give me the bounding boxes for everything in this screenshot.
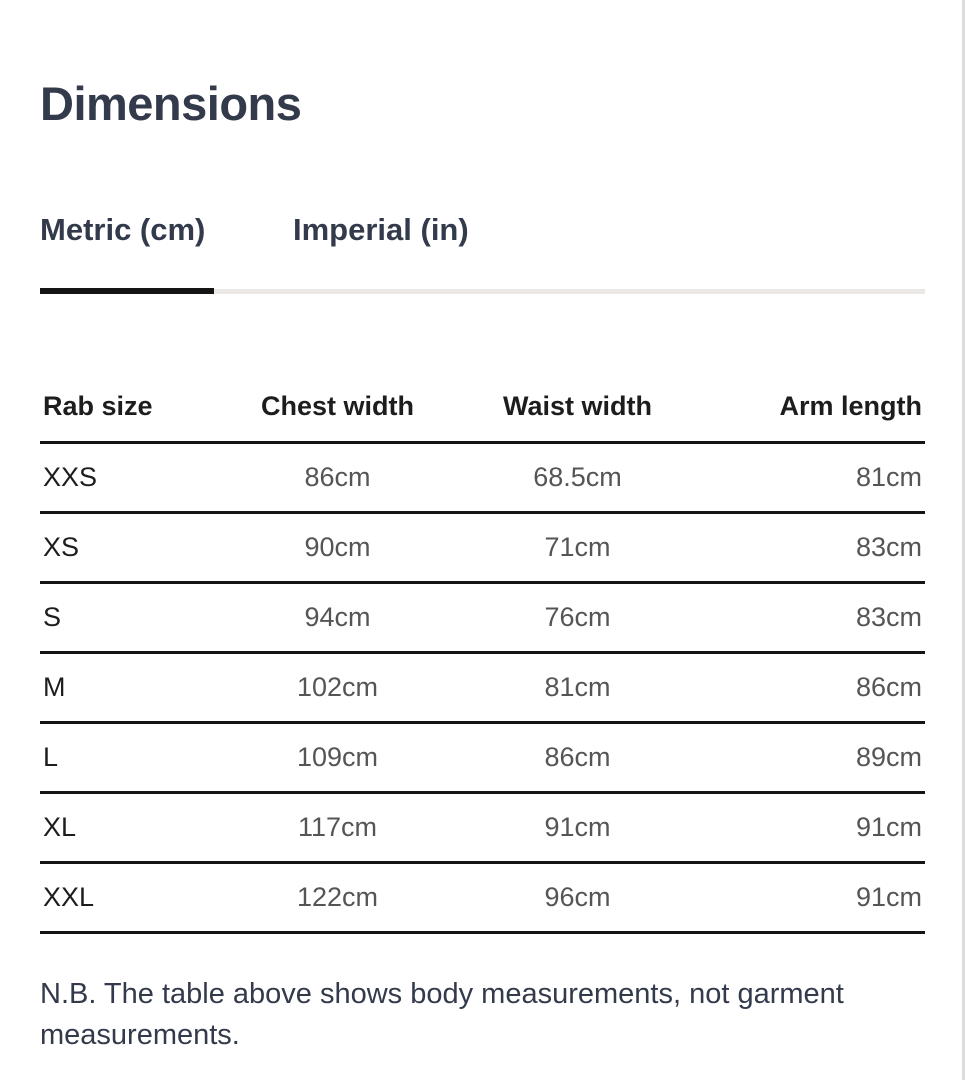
cell-size: XXL <box>40 863 220 933</box>
cell-chest-width: 122cm <box>220 863 455 933</box>
cell-waist-width: 68.5cm <box>455 443 700 513</box>
cell-chest-width: 109cm <box>220 723 455 793</box>
cell-waist-width: 96cm <box>455 863 700 933</box>
measurement-footnote: N.B. The table above shows body measurements, not garment measurements. <box>40 978 844 1051</box>
table-row <box>40 863 925 933</box>
cell-arm-length: 83cm <box>700 583 925 653</box>
table-row <box>40 723 925 793</box>
table-row <box>40 793 925 863</box>
header-chest-width: Chest width <box>220 372 455 443</box>
table-row <box>40 653 925 723</box>
cell-waist-width: 91cm <box>455 793 700 863</box>
cell-chest-width: 102cm <box>220 653 455 723</box>
cell-arm-length: 91cm <box>700 793 925 863</box>
page-title: Dimensions <box>40 77 302 130</box>
cell-size: XXS <box>40 443 220 513</box>
table-row <box>40 513 925 583</box>
header-waist-width: Waist width <box>455 372 700 443</box>
cell-arm-length: 86cm <box>700 653 925 723</box>
cell-chest-width: 117cm <box>220 793 455 863</box>
cell-chest-width: 90cm <box>220 513 455 583</box>
tab-imperial[interactable]: Imperial (in) <box>293 212 469 247</box>
tab-metric[interactable]: Metric (cm) <box>40 212 206 247</box>
cell-size: M <box>40 653 220 723</box>
cell-size: L <box>40 723 220 793</box>
table-row <box>40 443 925 513</box>
cell-size: XS <box>40 513 220 583</box>
table-row <box>40 583 925 653</box>
cell-arm-length: 83cm <box>700 513 925 583</box>
cell-size: S <box>40 583 220 653</box>
size-chart-table <box>40 372 925 934</box>
cell-arm-length: 91cm <box>700 863 925 933</box>
cell-arm-length: 89cm <box>700 723 925 793</box>
cell-waist-width: 71cm <box>455 513 700 583</box>
header-arm-length: Arm length <box>700 372 925 443</box>
cell-waist-width: 86cm <box>455 723 700 793</box>
cell-arm-length: 81cm <box>700 443 925 513</box>
cell-waist-width: 76cm <box>455 583 700 653</box>
cell-chest-width: 94cm <box>220 583 455 653</box>
cell-waist-width: 81cm <box>455 653 700 723</box>
active-tab-indicator <box>40 288 214 294</box>
cell-chest-width: 86cm <box>220 443 455 513</box>
header-rab-size: Rab size <box>40 372 220 443</box>
cell-size: XL <box>40 793 220 863</box>
table-header-row <box>40 372 925 443</box>
